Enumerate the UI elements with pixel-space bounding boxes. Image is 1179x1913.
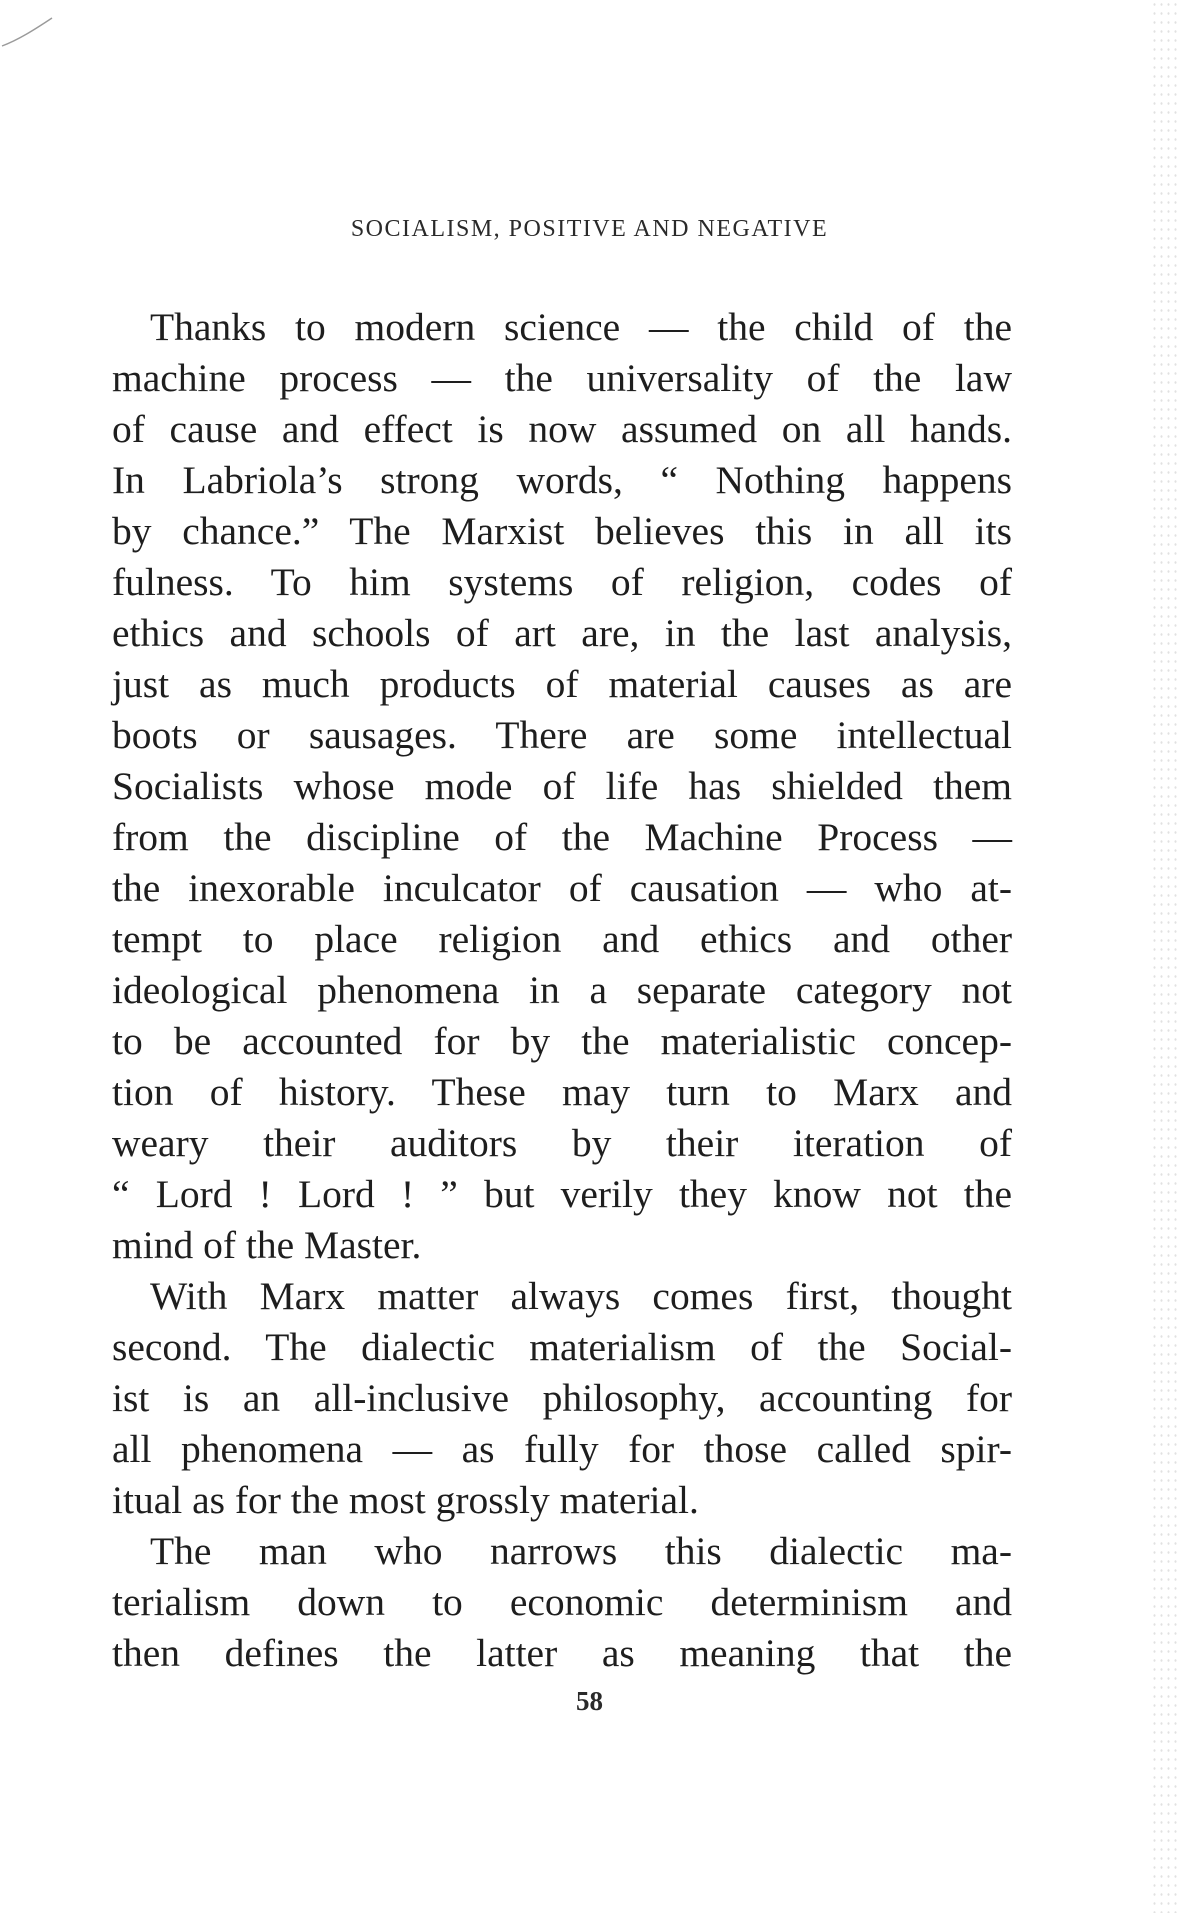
text-line: all phenomena — as fully for those called spir-	[112, 1427, 1012, 1471]
text-line: With Marx matter always comes first, thought	[150, 1274, 1012, 1318]
text-line: to be accounted for by the materialistic concep-	[112, 1019, 1012, 1063]
text-line: by chance.” The Marxist believes this in all its	[112, 509, 1012, 553]
text-line: ethics and schools of art are, in the last analysis,	[112, 611, 1012, 655]
text-line: the inexorable inculcator of causation — who at-	[112, 866, 1012, 910]
text-line: machine process — the universality of the law	[112, 356, 1012, 400]
text-line: weary their auditors by their iteration of	[112, 1121, 1012, 1165]
running-head: SOCIALISM, POSITIVE AND NEGATIVE	[350, 216, 829, 242]
text-line: second. The dialectic materialism of the Social-	[112, 1325, 1012, 1369]
text-line: of cause and effect is now assumed on all hands.	[112, 407, 1012, 451]
page-number: 58	[576, 1686, 603, 1716]
text-line: Thanks to modern science — the child of the	[150, 305, 1012, 349]
text-line: tion of history. These may turn to Marx and	[112, 1070, 1012, 1114]
text-line: Socialists whose mode of life has shielded them	[112, 764, 1012, 808]
text-line: terialism down to economic determinism and	[112, 1580, 1012, 1624]
text-line: mind of the Master.	[112, 1223, 422, 1267]
text-line: “ Lord ! Lord ! ” but verily they know not the	[112, 1172, 1012, 1216]
corner-pencil-mark	[0, 10, 70, 50]
text-line: The man who narrows this dialectic ma-	[150, 1529, 1012, 1573]
text-line: from the discipline of the Machine Process —	[112, 815, 1012, 859]
text-line: tempt to place religion and ethics and other	[112, 917, 1012, 961]
text-line: then defines the latter as meaning that the	[112, 1631, 1012, 1675]
page-edge-texture	[1151, 0, 1179, 1913]
text-line: ideological phenomena in a separate category not	[112, 968, 1012, 1012]
text-line: boots or sausages. There are some intellectual	[112, 713, 1012, 757]
text-line: fulness. To him systems of religion, codes of	[112, 560, 1012, 604]
body-text	[112, 302, 1012, 1679]
text-line: In Labriola’s strong words, “ Nothing happens	[112, 458, 1012, 502]
text-line: just as much products of material causes as are	[112, 662, 1012, 706]
text-line: itual as for the most grossly material.	[112, 1478, 699, 1522]
text-line: ist is an all-inclusive philosophy, accounting for	[112, 1376, 1012, 1420]
